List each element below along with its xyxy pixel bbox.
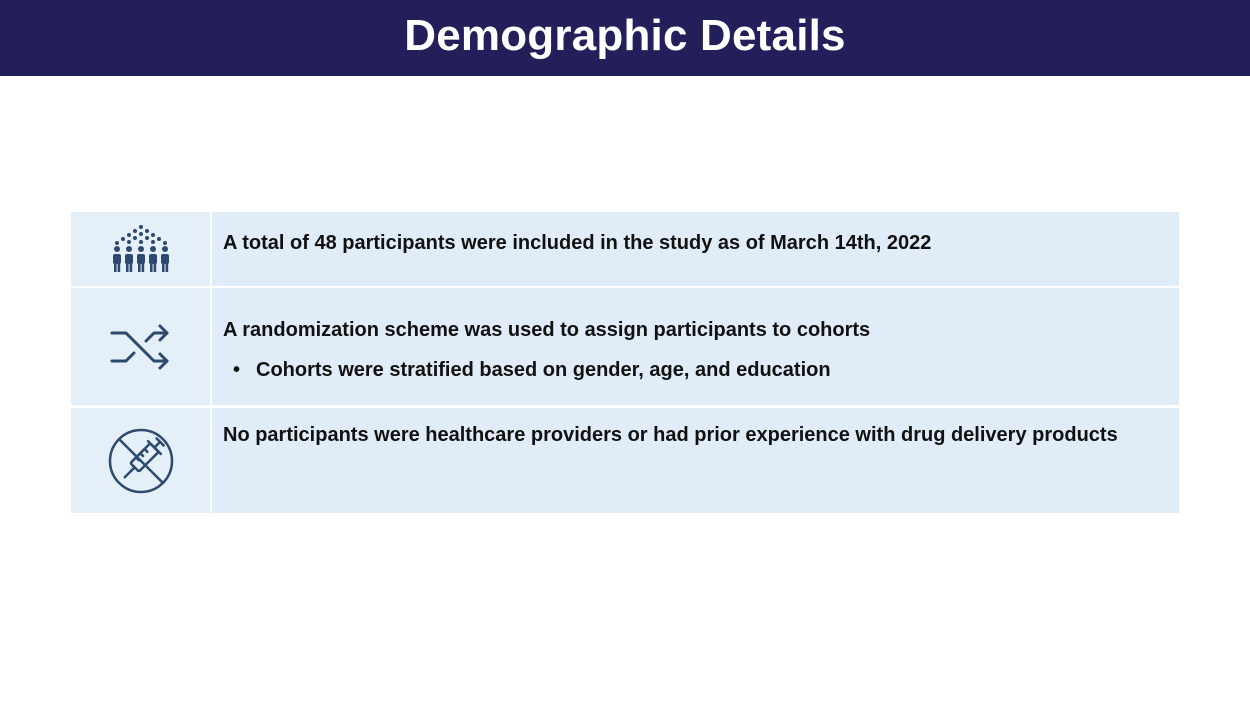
stratification-statement: Cohorts were stratified based on gender, age, and education	[256, 359, 831, 381]
title-bar	[0, 0, 1250, 76]
text-cell	[212, 288, 1179, 405]
experience-statement: No participants were healthcare providers or had prior experience with drug delivery products	[223, 424, 1118, 446]
detail-row-experience	[71, 408, 1179, 513]
people-group-icon	[110, 224, 172, 274]
list-item	[223, 357, 1149, 383]
icon-cell	[71, 408, 210, 513]
text-cell	[212, 408, 1179, 513]
detail-row-participants	[71, 212, 1179, 286]
icon-cell	[71, 212, 210, 286]
participants-statement: A total of 48 participants were included in the study as of March 14th, 2022	[223, 232, 932, 254]
bullet-dot: •	[233, 359, 241, 381]
no-syringe-icon	[106, 426, 176, 496]
text-cell	[212, 212, 1179, 286]
page-title: Demographic Details	[404, 11, 846, 60]
demographic-details-table	[71, 212, 1179, 513]
randomization-statement: A randomization scheme was used to assign participants to cohorts	[223, 319, 871, 341]
shuffle-icon	[109, 321, 173, 373]
icon-cell	[71, 288, 210, 405]
detail-row-randomization	[71, 288, 1179, 405]
